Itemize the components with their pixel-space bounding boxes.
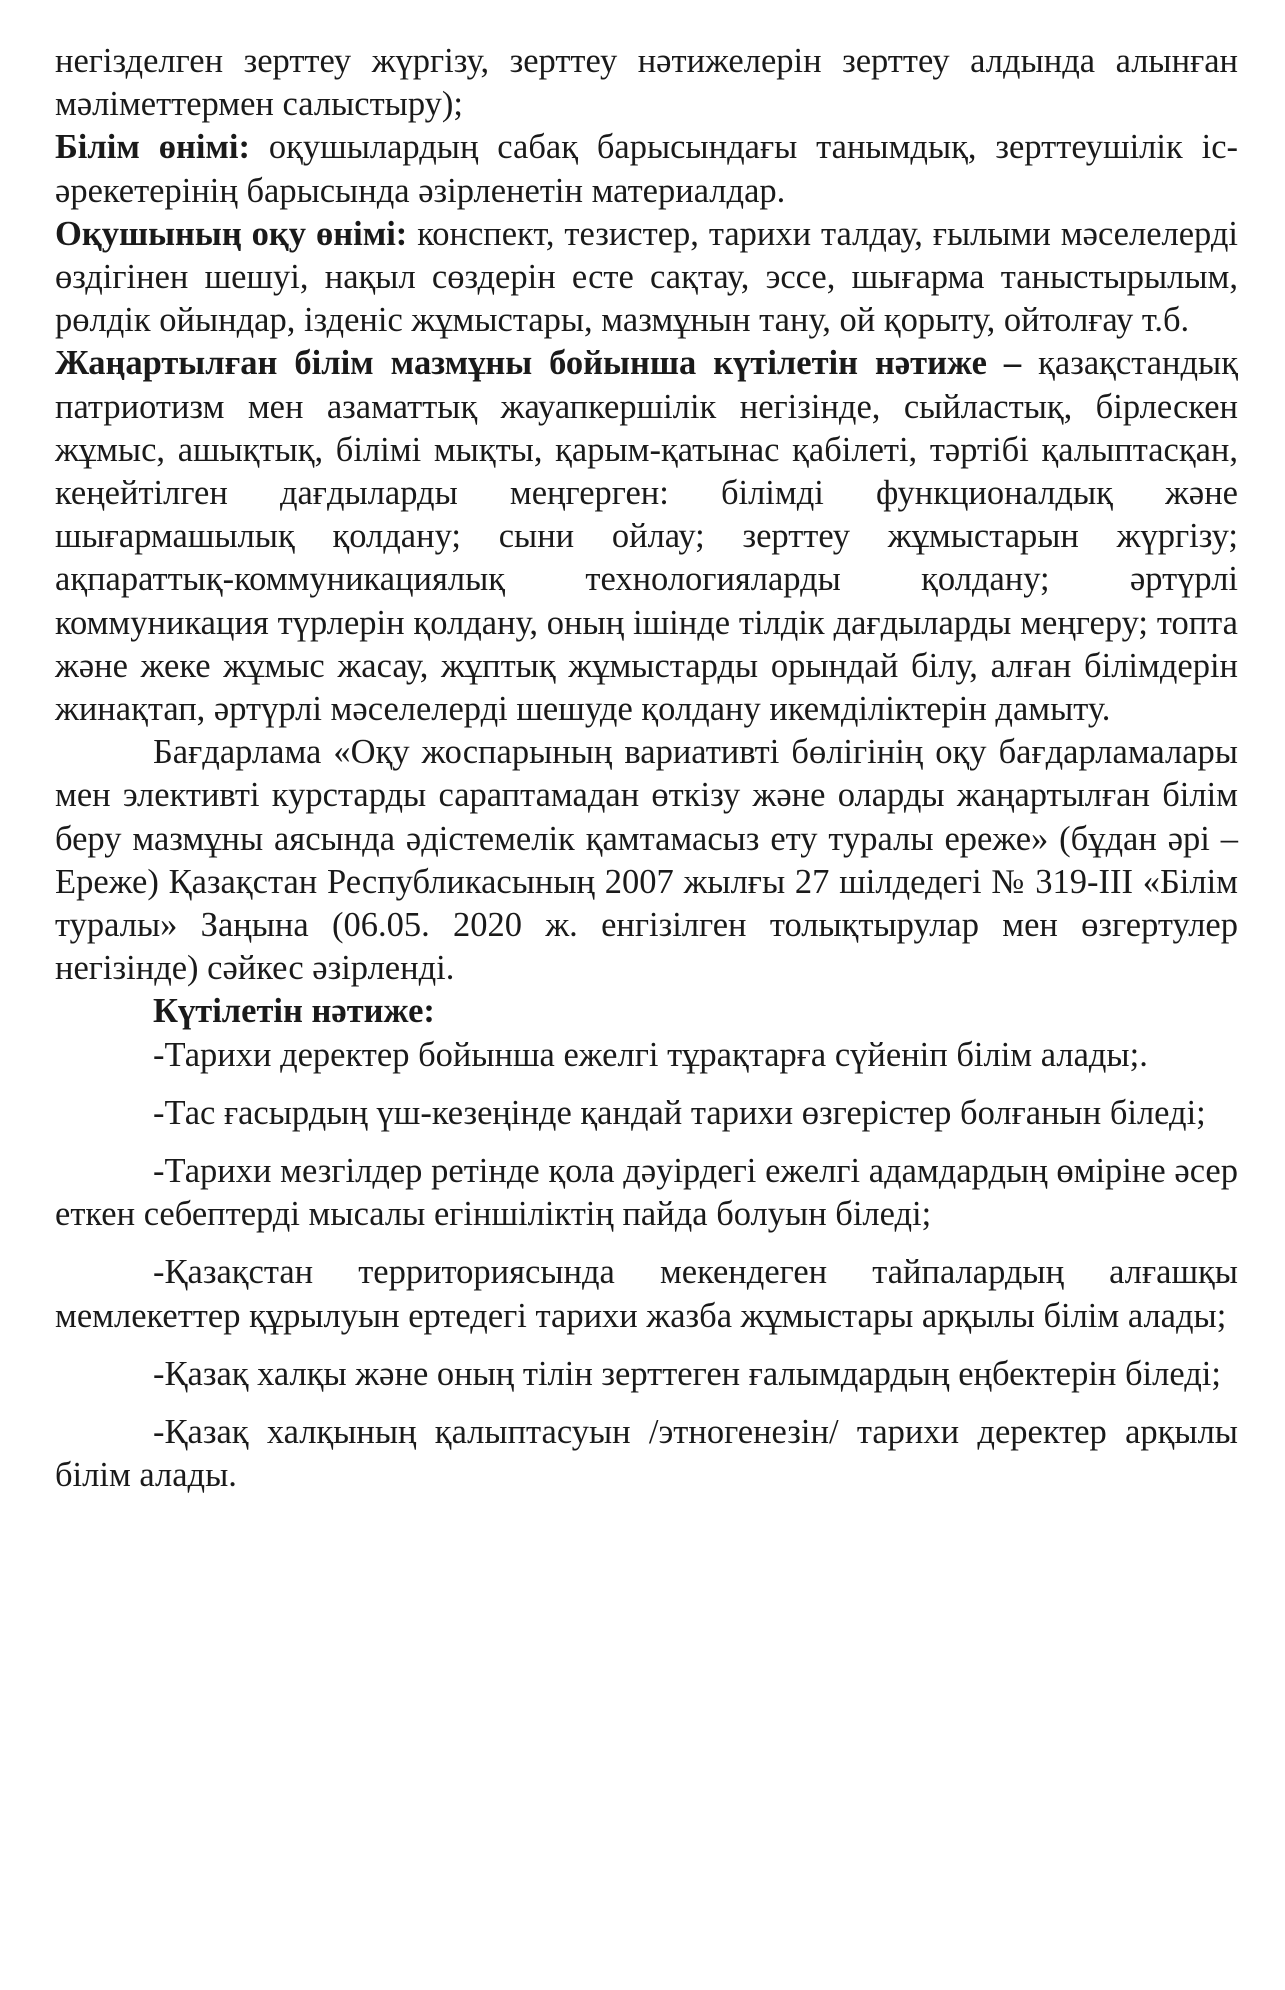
- student-product-term: Оқушының оқу өнімі:: [55, 214, 408, 253]
- expected-results-heading: Күтілетін нәтиже:: [153, 992, 435, 1031]
- knowledge-product-paragraph: [55, 126, 1238, 212]
- intro-continuation-paragraph: негізделген зерттеу жүргізу, зерттеу нәтижелерін зерттеу алдында алынған мәліметтермен салыстыру);: [55, 42, 1238, 124]
- knowledge-product-term: Білім өнімі:: [55, 128, 250, 167]
- list-item: -Тарихи деректер бойынша ежелгі тұрақтарға сүйеніп білім алады;.: [153, 1035, 1148, 1074]
- list-item: -Тас ғасырдың үш-кезеңінде қандай тарихи өзгерістер болғанын біледі;: [153, 1093, 1206, 1132]
- expected-result-updated-term: Жаңартылған білім мазмұны бойынша күтілетін нәтиже –: [55, 344, 1022, 383]
- document-page: [55, 40, 1238, 1498]
- list-item: -Қазақстан территориясында мекендеген тайпалардың алғашқы мемлекеттер құрылуын ертедегі тарихи жазба жұмыстары арқылы білім алады;: [55, 1253, 1238, 1335]
- expected-results-list: [55, 1034, 1238, 1498]
- list-item: -Қазақ халқы және оның тілін зерттеген ғалымдардың еңбектерін біледі;: [153, 1354, 1221, 1393]
- expected-result-updated-text: қазақстандық патриотизм мен азаматтық жауапкершілік негізінде, сыйластық, бірлескен жұмыс, ашықтық, білімі мықты, қарым-қатынас қабілеті, тәртібі қалыптасқан, кеңейтілген дағдыларды меңгерген: білімді функционалдық және шығармашылық қолдану; сыни ойлау; зерттеу жұмыстарын жүргізу; ақпараттық-коммуникациялық технологияларды қолдану; әртүрлі коммуникация түрлерін қолдану, оның ішінде тілдік дағдыларды меңгеру; топта және жеке жұмыс жасау, жұптық жұмыстарды орындай білу, алған білімдерін жинақтап, әртүрлі мәселелерді шешуде қолдану икемділіктерін дамыту.: [55, 344, 1239, 729]
- program-basis-paragraph: Бағдарлама «Оқу жоспарының вариативті бөлігінің оқу бағдарламалары мен элективті курстарды сараптамадан өткізу және оларды жаңартылған білім беру мазмұны аясында әдістемелік қамтамасыз ету туралы ереже» (бұдан әрі – Ереже) Қазақстан Республикасының 2007 жылғы 27 шілдедегі № 319-ІІІ «Білім туралы» Заңына (06.05. 2020 ж. енгізілген толықтырулар мен өзгертулер негізінде) сәйкес әзірленді.: [55, 733, 1238, 988]
- knowledge-product-text: оқушылардың сабақ барысындағы танымдық, зерттеушілік іс-әрекетерінің барысында әзірленетін материалдар.: [55, 128, 1238, 210]
- list-item: -Тарихи мезгілдер ретінде қола дәуірдегі ежелгі адамдардың өміріне әсер еткен себептерді мысалы егіншіліктің пайда болуын біледі;: [55, 1152, 1238, 1234]
- expected-result-updated-paragraph: [55, 342, 1238, 731]
- student-product-paragraph: [55, 213, 1238, 343]
- list-item: -Қазақ халқының қалыптасуын /этногенезін/ тарихи деректер арқылы білім алады.: [55, 1413, 1238, 1495]
- student-product-text: конспект, тезистер, тарихи талдау, ғылыми мәселелерді өздігінен шешуі, нақыл сөздерін есте сақтау, эссе, шығарма таныстырылым, рөлдік ойындар, ізденіс жұмыстары, мазмұнын тану, ой қорыту, ойтолғау т.б.: [55, 214, 1238, 340]
